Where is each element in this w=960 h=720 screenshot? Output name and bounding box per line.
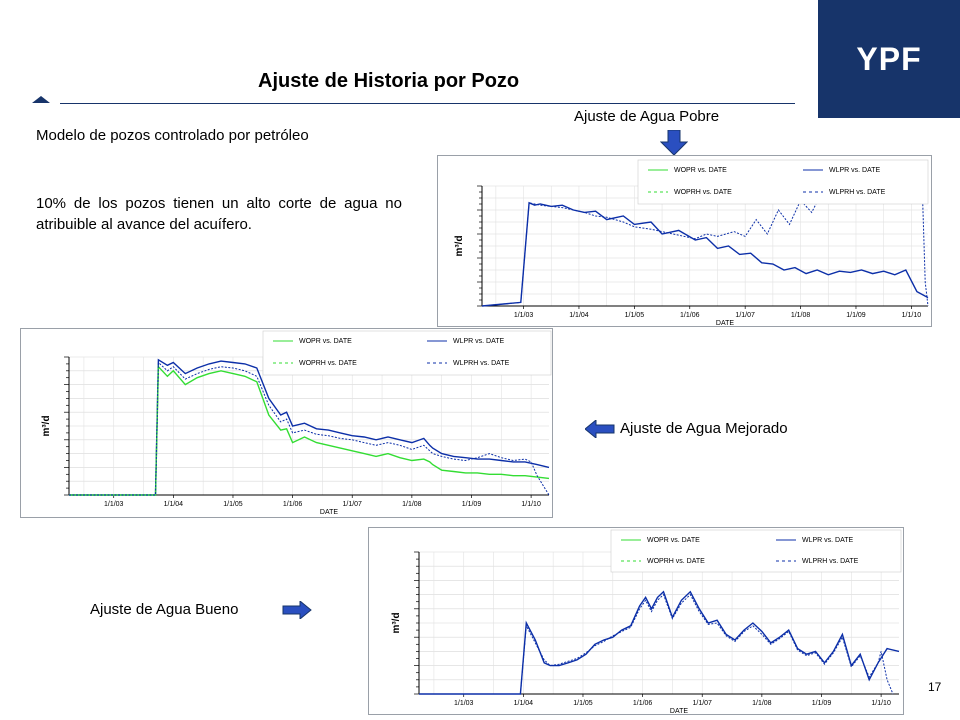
chart-svg <box>438 156 931 326</box>
label-ajuste-bueno: Ajuste de Agua Bueno <box>90 601 239 618</box>
x-tick-label: 1/1/05 <box>573 700 593 707</box>
x-axis-label: DATE <box>715 320 735 326</box>
label-ajuste-pobre: Ajuste de Agua Pobre <box>574 108 720 125</box>
ypf-logo <box>818 0 960 118</box>
legend-label: WLPR vs. DATE <box>802 537 854 544</box>
series-line <box>419 595 893 694</box>
body-text: 10% de los pozos tienen un alto corte de agua no atribuible al avance del acuífero. <box>36 195 402 233</box>
series-line <box>69 363 549 496</box>
series-line <box>482 203 928 306</box>
y-axis-label: m³/d <box>391 612 402 634</box>
legend-label: WLPRH vs. DATE <box>829 189 886 196</box>
y-axis-label: m³/d <box>454 235 465 257</box>
x-tick-label: 1/1/06 <box>632 700 653 707</box>
legend-label: WOPRH vs. DATE <box>299 360 357 367</box>
y-axis-label: m³/d <box>41 415 52 437</box>
chart-ajuste-pobre <box>437 155 932 327</box>
x-tick-label: 1/1/04 <box>163 501 184 508</box>
title-rule <box>60 103 795 104</box>
arrow-left-icon <box>585 420 615 438</box>
x-axis-label: DATE <box>669 708 689 714</box>
arrow-down-icon <box>660 130 688 156</box>
chart-ajuste-mejorado <box>20 328 553 518</box>
x-tick-label: 1/1/04 <box>513 700 534 707</box>
subtitle-text: Modelo de pozos controlado por petróleo <box>36 127 309 144</box>
logo-text: YPF <box>856 40 922 77</box>
label-ajuste-mejorado: Ajuste de Agua Mejorado <box>620 420 788 437</box>
series-line <box>419 592 899 694</box>
x-tick-label: 1/1/06 <box>680 312 700 319</box>
gridlines <box>419 552 899 694</box>
page-number: 17 <box>928 680 942 694</box>
x-tick-label: 1/1/10 <box>871 700 891 707</box>
x-tick-label: 1/1/04 <box>569 312 589 319</box>
legend-label: WLPR vs. DATE <box>829 167 881 174</box>
x-tick-label: 1/1/03 <box>103 501 124 508</box>
x-axis-label: DATE <box>319 509 339 516</box>
x-tick-label: 1/1/07 <box>735 312 755 319</box>
legend-label: WLPR vs. DATE <box>453 338 505 345</box>
legend-label: WOPR vs. DATE <box>647 537 700 544</box>
x-tick-label: 1/1/05 <box>624 312 645 319</box>
x-tick-label: 1/1/03 <box>513 312 534 319</box>
slide-title: Ajuste de Historia por Pozo <box>258 70 520 92</box>
x-tick-label: 1/1/08 <box>752 700 772 707</box>
x-tick-label: 1/1/09 <box>846 312 866 319</box>
x-tick-label: 1/1/09 <box>811 700 832 707</box>
triangle-icon <box>32 96 50 103</box>
legend-label: WLPRH vs. DATE <box>453 360 510 367</box>
x-tick-label: 1/1/10 <box>521 501 541 508</box>
legend-label: WOPR vs. DATE <box>299 338 352 345</box>
series-line <box>69 367 549 495</box>
legend-label: WOPRH vs. DATE <box>647 558 705 565</box>
x-tick-label: 1/1/10 <box>901 312 922 319</box>
arrow-right-icon <box>282 601 312 619</box>
x-tick-label: 1/1/05 <box>223 501 243 508</box>
x-tick-label: 1/1/03 <box>453 700 474 707</box>
legend-label: WOPRH vs. DATE <box>674 189 732 196</box>
x-tick-label: 1/1/06 <box>282 501 303 508</box>
x-tick-label: 1/1/08 <box>402 501 422 508</box>
x-tick-label: 1/1/08 <box>790 312 811 319</box>
x-tick-label: 1/1/07 <box>692 700 712 707</box>
x-tick-label: 1/1/07 <box>342 501 362 508</box>
chart-svg <box>21 329 552 517</box>
chart-ajuste-bueno <box>368 527 904 715</box>
legend-label: WLPRH vs. DATE <box>802 558 859 565</box>
legend-label: WOPR vs. DATE <box>674 167 727 174</box>
series-line <box>69 360 549 495</box>
chart-svg <box>369 528 903 714</box>
x-tick-label: 1/1/09 <box>461 501 482 508</box>
